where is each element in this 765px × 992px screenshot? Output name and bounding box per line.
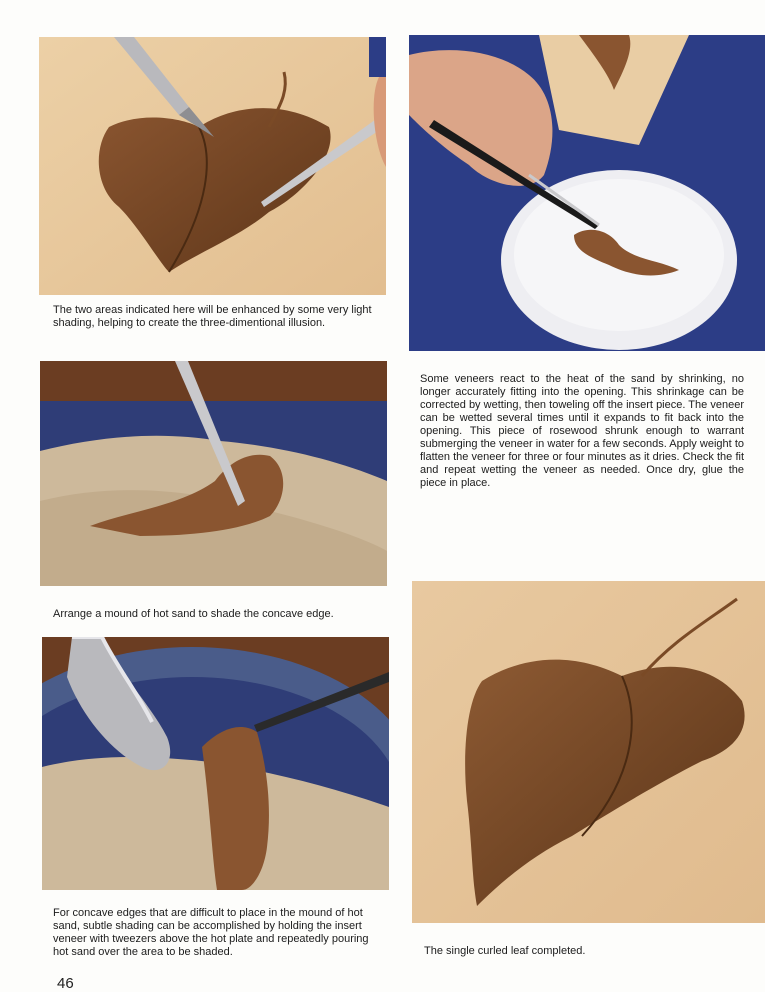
caption-sand-mound: Arrange a mound of hot sand to shade the concave edge. [53, 608, 334, 620]
photo-spoon-sand [42, 637, 389, 890]
photo-completed-leaf [412, 581, 765, 923]
photo-sand-mound [40, 361, 387, 586]
caption-leaf-on-veneer: The two areas indicated here will be enhanced by some very light shading, helping to create the three-dimentional illusion. [53, 304, 372, 329]
photo-water-bowl [409, 35, 765, 351]
caption-spoon-sand: For concave edges that are difficult to place in the mound of hot sand, subtle shading can be accomplished by holding the insert veneer with tweezers above the hot plate and repeatedly pouring hot sand over the area to be shaded. [53, 907, 369, 958]
caption-water-bowl: Some veneers react to the heat of the sand by shrinking, no longer accurately fitting into the opening. This shrinkage can be corrected by wetting, then toweling off the insert piece. The veneer can be wetted several times until it expands to fit back into the opening. This piece of rosewood shrunk enough to warrant submerging the veneer in water for a few seconds. Apply weight to flatten the veneer for three or four minutes as it dries. Check the fit and repeat wetting the veneer as needed. Once dry, glue the piece in place. [420, 373, 744, 489]
caption-completed-leaf: The single curled leaf completed. [424, 945, 586, 957]
photo-leaf-on-veneer [39, 37, 386, 295]
page-number: 46 [57, 975, 74, 992]
